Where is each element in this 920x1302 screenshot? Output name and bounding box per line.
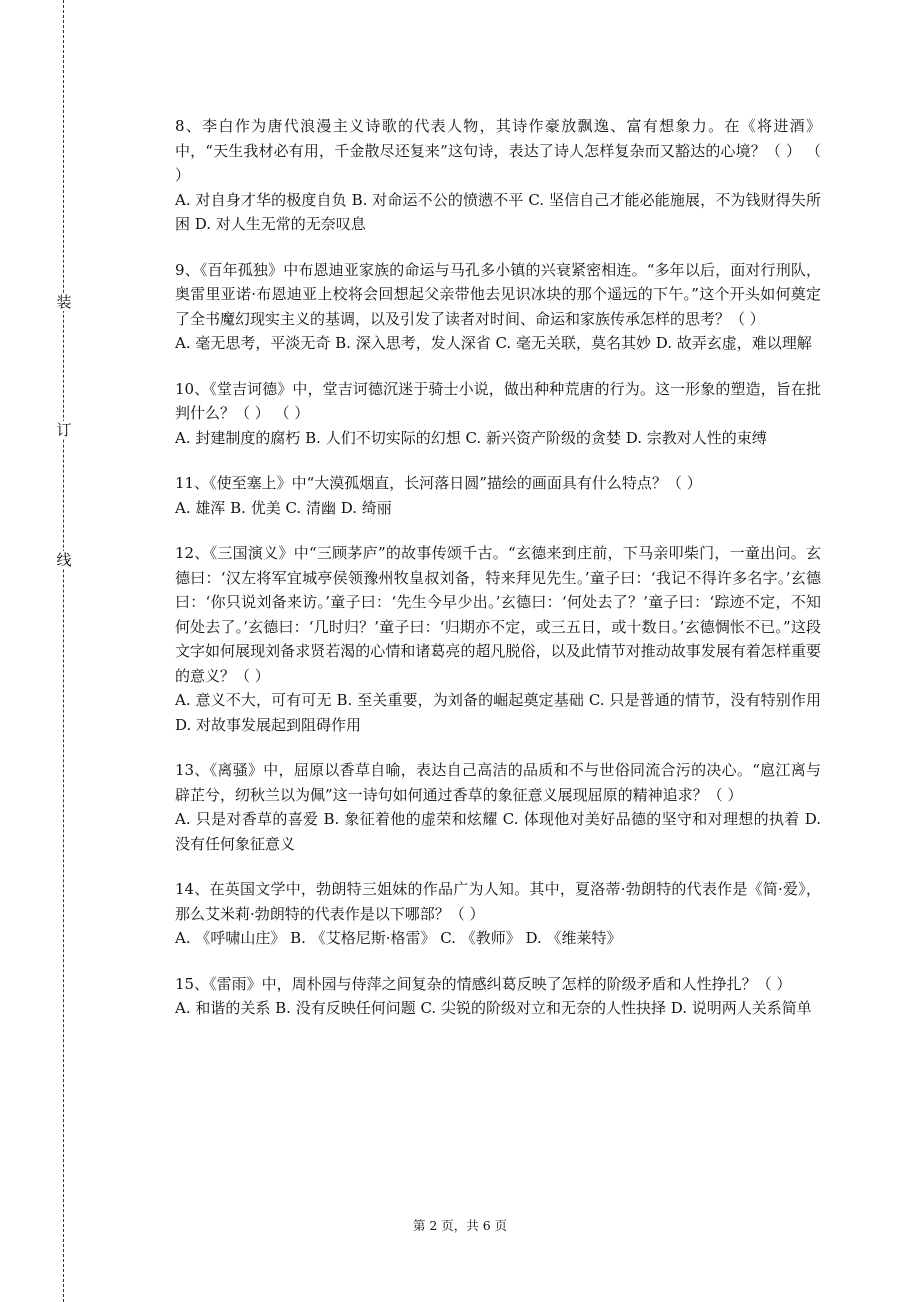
question-10 bbox=[175, 377, 821, 451]
question-options: A. 对自身才华的极度自负 B. 对命运不公的愤懑不平 C. 坚信自己才能必能施展，不为钱财得失所困 D. 对人生无常的无奈叹息 bbox=[175, 190, 821, 233]
binding-label-ding: 订 bbox=[56, 421, 72, 439]
question-options: A. 毫无思考，平淡无奇 B. 深入思考，发人深省 C. 毫无关联，莫名其妙 D. 故弄玄虚，难以理解 bbox=[175, 334, 812, 352]
question-stem: 9、《百年孤独》中布恩迪亚家族的命运与马孔多小镇的兴衰紧密相连。“多年以后，面对行刑队，奥雷里亚诺·布恩迪亚上校将会回想起父亲带他去见识冰块的那个遥远的下午。”这个开头如何奠定了全书魔幻现实主义的基调，以及引发了读者对时间、命运和家族传承怎样的思考？（ ） bbox=[175, 260, 821, 328]
question-stem: 8、李白作为唐代浪漫主义诗歌的代表人物，其诗作豪放飘逸、富有想象力。在《将进酒》中，“天生我材必有用，千金散尽还复来”这句诗，表达了诗人怎样复杂而又豁达的心境？（ ） （ ） bbox=[175, 117, 821, 184]
question-9 bbox=[175, 258, 821, 356]
question-options: A. 《呼啸山庄》 B. 《艾格尼斯·格雷》 C. 《教师》 D. 《维莱特》 bbox=[175, 929, 622, 947]
question-11 bbox=[175, 471, 821, 520]
question-13 bbox=[175, 758, 821, 856]
question-8 bbox=[175, 114, 821, 237]
question-options: A. 封建制度的腐朽 B. 人们不切实际的幻想 C. 新兴资产阶级的贪婪 D. 宗教对人性的束缚 bbox=[175, 428, 767, 447]
question-list bbox=[175, 114, 821, 1042]
question-stem: 15、《雷雨》中，周朴园与侍萍之间复杂的情感纠葛反映了怎样的阶级矛盾和人性挣扎？（ ） bbox=[175, 974, 792, 993]
question-stem: 13、《离骚》中，屈原以香草自喻，表达自己高洁的品质和不与世俗同流合污的决心。“扈江离与辟芷兮，纫秋兰以为佩”这一诗句如何通过香草的象征意义展现屈原的精神追求？（ ） bbox=[175, 761, 821, 804]
binding-label-zhuang: 装 bbox=[56, 293, 72, 311]
question-14 bbox=[175, 877, 821, 951]
binding-dashed-line bbox=[63, 0, 64, 1302]
question-stem: 10、《堂吉诃德》中，堂吉诃德沉迷于骑士小说，做出种种荒唐的行为。这一形象的塑造，旨在批判什么？（ ） （ ） bbox=[175, 379, 821, 422]
binding-label-xian: 线 bbox=[56, 551, 72, 569]
page-footer: 第 2 页，共 6 页 bbox=[412, 1218, 508, 1233]
question-options: A. 和谐的关系 B. 没有反映任何问题 C. 尖锐的阶级对立和无奈的人性抉择 D. 说明两人关系简单 bbox=[175, 999, 812, 1017]
question-15 bbox=[175, 972, 821, 1021]
question-options: A. 雄浑 B. 优美 C. 清幽 D. 绮丽 bbox=[175, 498, 392, 517]
question-stem: 14、在英国文学中，勃朗特三姐妹的作品广为人知。其中，夏洛蒂·勃朗特的代表作是《简·爱》，那么艾米莉·勃朗特的代表作是以下哪部？（ ） bbox=[175, 880, 821, 923]
question-stem: 12、《三国演义》中“三顾茅庐”的故事传颂千古。“玄德来到庄前，下马亲叩柴门，一童出问。玄德曰：‘汉左将军宜城亭侯领豫州牧皇叔刘备，特来拜见先生。’童子曰：‘我记不得许多名字。’玄德曰：‘你只说刘备来访。’童子曰：‘先生今早少出。’玄德曰：‘何处去了？’童子曰：‘踪迹不定，不知何处去了。’玄德曰：‘几时归？’童子曰：‘归期亦不定，或三五日，或十数日。’玄德惆怅不已。”这段文字如何展现刘备求贤若渴的心情和诸葛亮的超凡脱俗，以及此情节对推动故事发展有着怎样重要的意义？（ ） bbox=[175, 544, 821, 685]
question-options: A. 意义不大，可有可无 B. 至关重要，为刘备的崛起奠定基础 C. 只是普通的情节，没有特别作用 D. 对故事发展起到阻碍作用 bbox=[175, 691, 821, 734]
question-stem: 11、《使至塞上》中“大漠孤烟直，长河落日圆”描绘的画面具有什么特点？（ ） bbox=[175, 474, 702, 492]
question-12 bbox=[175, 541, 821, 737]
question-options: A. 只是对香草的喜爱 B. 象征着他的虚荣和炫耀 C. 体现他对美好品德的坚守和对理想的执着 D. 没有任何象征意义 bbox=[175, 810, 821, 853]
